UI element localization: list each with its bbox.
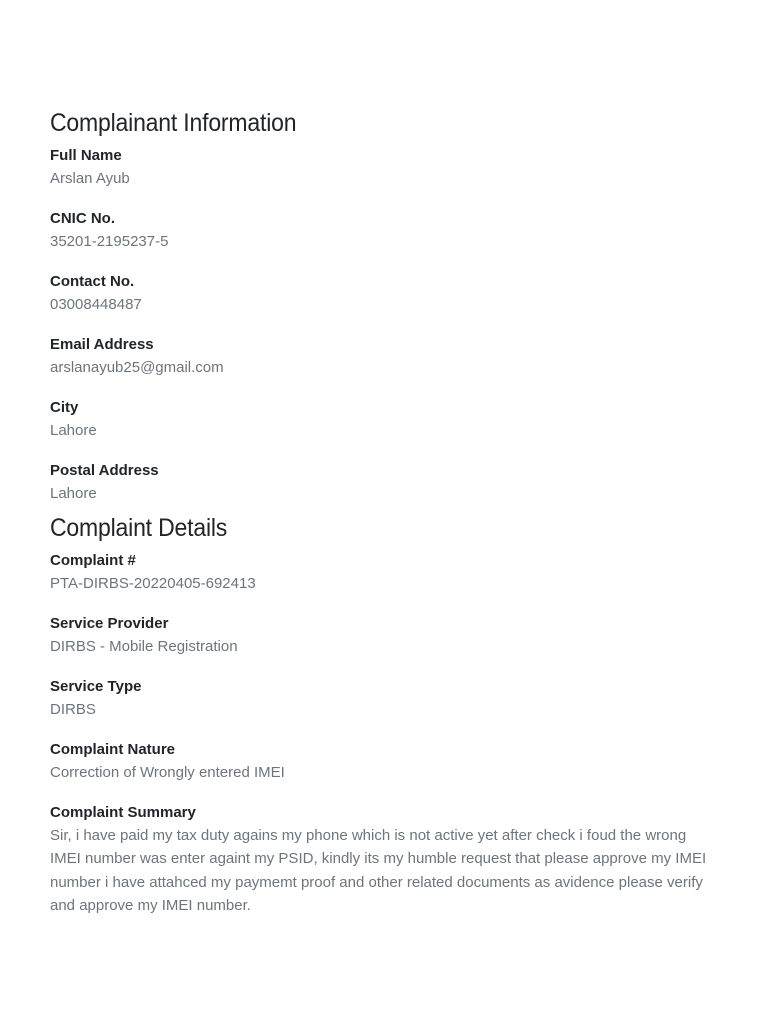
service-provider-label: Service Provider xyxy=(50,615,169,632)
complaint-number-value: PTA-DIRBS-20220405-692413 xyxy=(50,575,256,592)
field-cnic xyxy=(50,207,718,253)
full-name-label: Full Name xyxy=(50,147,122,164)
field-email xyxy=(50,333,718,379)
field-complaint-nature xyxy=(50,738,718,784)
complaint-summary-label: Complaint Summary xyxy=(50,804,196,821)
service-type-value: DIRBS xyxy=(50,701,96,718)
field-service-provider xyxy=(50,612,718,658)
complaint-heading: Complaint Details xyxy=(50,514,228,542)
email-value: arslanayub25@gmail.com xyxy=(50,359,224,376)
field-complaint-summary xyxy=(50,801,718,917)
complaint-nature-value: Correction of Wrongly entered IMEI xyxy=(50,764,285,781)
full-name-value: Arslan Ayub xyxy=(50,170,130,187)
field-complaint-number xyxy=(50,549,718,595)
contact-value: 03008448487 xyxy=(50,296,142,313)
city-value: Lahore xyxy=(50,422,97,439)
service-provider-value: DIRBS - Mobile Registration xyxy=(50,638,238,655)
field-full-name xyxy=(50,144,718,190)
complainant-section xyxy=(50,107,718,147)
postal-address-value: Lahore xyxy=(50,485,97,502)
city-label: City xyxy=(50,399,79,416)
service-type-label: Service Type xyxy=(50,678,142,695)
contact-label: Contact No. xyxy=(50,273,135,290)
cnic-label: CNIC No. xyxy=(50,210,115,227)
field-contact xyxy=(50,270,718,316)
field-city xyxy=(50,396,718,442)
complaint-summary-value: Sir, i have paid my tax duty agains my phone which is not active yet after check i foud the wrong IMEI number was enter againt my PSID, kindly its my humble request that please approve my IMEI number i have attahced my paymemt proof and other related documents as avidence please verify and approve my IMEI number. xyxy=(50,827,707,914)
field-service-type xyxy=(50,675,718,721)
email-label: Email Address xyxy=(50,336,154,353)
cnic-value: 35201-2195237-5 xyxy=(50,233,169,250)
complainant-fields xyxy=(50,144,718,505)
postal-address-label: Postal Address xyxy=(50,462,159,479)
complaint-section xyxy=(50,512,718,552)
complaint-nature-label: Complaint Nature xyxy=(50,741,176,758)
complaint-fields xyxy=(50,549,718,917)
field-postal-address xyxy=(50,459,718,505)
complaint-number-label: Complaint # xyxy=(50,552,136,569)
complainant-heading: Complainant Information xyxy=(50,109,297,137)
